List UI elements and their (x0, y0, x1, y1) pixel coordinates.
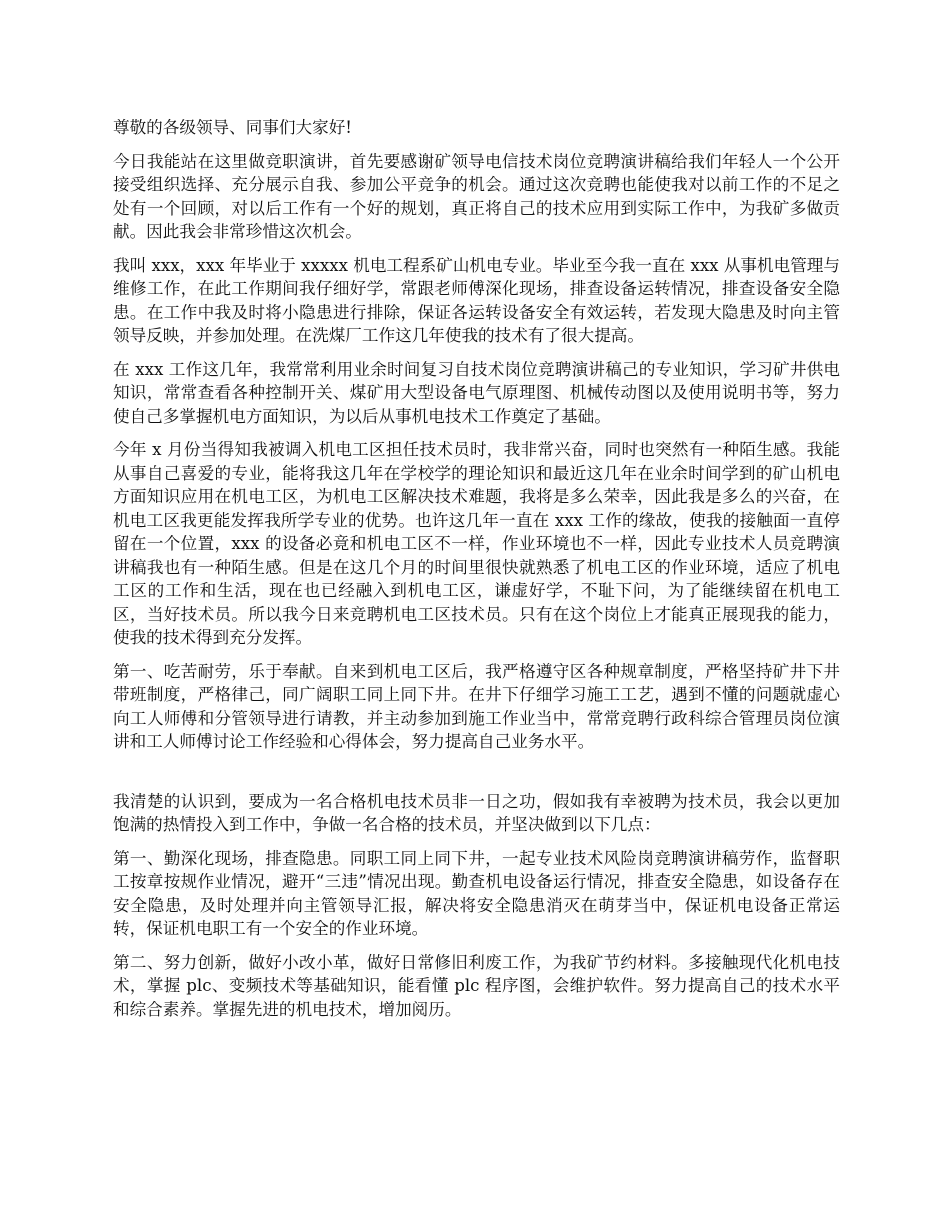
greeting: 尊敬的各级领导、同事们大家好! (113, 118, 352, 137)
section-gap (113, 764, 840, 790)
document-page (113, 116, 840, 1031)
paragraph-commitment: 我清楚的认识到，要成为一名合格机电技术员非一日之功，假如我有幸被聘为技术员，我会以更加饱满的热情投入到工作中，争做一名合格的技术员，并坚决做到以下几点： (113, 791, 840, 834)
paragraph-background: 我叫 xxx，xxx 年毕业于 xxxxx 机电工程系矿山机电专业。毕业至今我一直在 xxx 从事机电管理与维修工作，在此工作期间我仔细好学，常跟老师傅深化现场，排查设备运转情况，排查设备安全隐患。在工作中我及时将小隐患进行排除，保证各运转设备安全有效运转，若发现大隐患及时向主管领导反映，并参加处理。在洗煤厂工作这几年使我的技术有了很大提高。 (113, 255, 840, 345)
paragraph-point-one: 第一、勤深化现场，排查隐患。同职工同上同下井，一起专业技术风险岗竞聘演讲稿劳作，监督职工按章按规作业情况，避开“三违”情况出现。勤查机电设备运行情况，排查安全隐患，如设备存在安全隐患，及时处理并向主管领导汇报，解决将安全隐患消灭在萌芽当中，保证机电设备正常运转，保证机电职工有一个安全的作业环境。 (113, 848, 840, 938)
paragraph-transfer: 今年 x 月份当得知我被调入机电工区担任技术员时，我非常兴奋，同时也突然有一种陌生感。我能从事自己喜爱的专业，能将我这几年在学校学的理论知识和最近这几年在业余时间学到的矿山机电方面知识应用在机电工区，为机电工区解决技术难题，我将是多么荣幸，因此我是多么的兴奋，在机电工区我更能发挥我所学专业的优势。也许这几年一直在 xxx 工作的缘故，使我的接触面一直停留在一个位置，xxx 的设备必竟和机电工区不一样，作业环境也不一样，因此专业技术人员竞聘演讲稿我也有一种陌生感。但是在这几个月的时间里很快就熟悉了机电工区的作业环境，适应了机电工区的工作和生活，现在也已经融入到机电工区，谦虚好学，不耻下问，为了能继续留在机电工区，当好技术员。所以我今日来竞聘机电工区技术员。只有在这个岗位上才能真正展现我的能力，使我的技术得到充分发挥。 (113, 440, 840, 647)
paragraph-opening: 今日我能站在这里做竞职演讲，首先要感谢矿领导电信技术岗位竞聘演讲稿给我们年轻人一个公开接受组织选择、充分展示自我、参加公平竞争的机会。通过这次竞聘也能使我对以前工作的不足之处有一个回顾，对以后工作有一个好的规划，真正将自己的技术应用到实际工作中，为我矿多做贡献。因此我会非常珍惜这次机会。 (113, 151, 840, 241)
paragraph-study: 在 xxx 工作这几年，我常常利用业余时间复习自技术岗位竞聘演讲稿己的专业知识，学习矿井供电知识，常常查看各种控制开关、煤矿用大型设备电气原理图、机械传动图以及使用说明书等，努力使自己多掌握机电方面知识，为以后从事机电技术工作奠定了基础。 (113, 359, 840, 426)
paragraph-point-two: 第二、努力创新，做好小改小革，做好日常修旧利废工作，为我矿节约材料。多接触现代化机电技术，掌握 plc、变频技术等基础知识，能看懂 plc 程序图，会维护软件。努力提高自己的技术水平和综合素养。掌握先进的机电技术，增加阅历。 (113, 952, 840, 1019)
paragraph-point-one-past: 第一、吃苦耐劳，乐于奉献。自来到机电工区后，我严格遵守区各种规章制度，严格坚持矿井下井带班制度，严格律己，同广阔职工同上同下井。在井下仔细学习施工工艺，遇到不懂的问题就虚心向工人师傅和分管领导进行请教，并主动参加到施工作业当中，常常竞聘行政科综合管理员岗位演讲和工人师傅讨论工作经验和心得体会，努力提高自己业务水平。 (113, 661, 840, 751)
